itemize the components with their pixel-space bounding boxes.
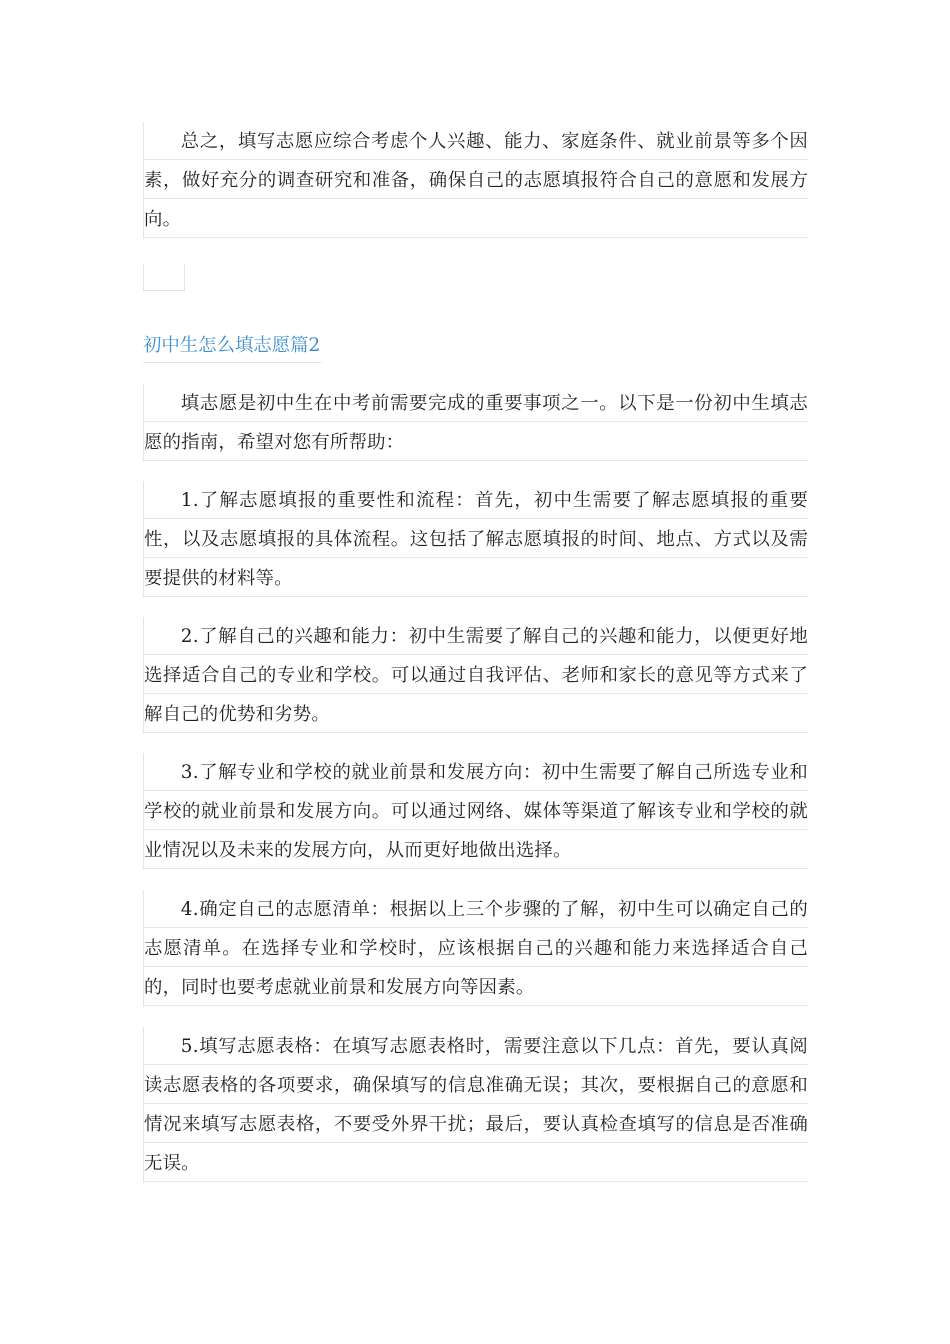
step-1-paragraph: 1.了解志愿填报的重要性和流程：首先，初中生需要了解志愿填报的重要性，以及志愿填报的具体流程。这包括了解志愿填报的时间、地点、方式以及需要提供的材料等。 <box>143 481 808 598</box>
step-5-paragraph: 5.填写志愿表格：在填写志愿表格时，需要注意以下几点：首先，要认真阅读志愿表格的各项要求，确保填写的信息准确无误；其次，要根据自己的意愿和情况来填写志愿表格，不要受外界干扰；最后，要认真检查填写的信息是否准确无误。 <box>143 1027 808 1183</box>
step-2-paragraph: 2.了解自己的兴趣和能力：初中生需要了解自己的兴趣和能力，以便更好地选择适合自己的专业和学校。可以通过自我评估、老师和家长的意见等方式来了解自己的优势和劣势。 <box>143 617 808 734</box>
step-4-paragraph: 4.确定自己的志愿清单：根据以上三个步骤的了解，初中生可以确定自己的志愿清单。在选择专业和学校时，应该根据自己的兴趣和能力来选择适合自己的，同时也要考虑就业前景和发展方向等因素。 <box>143 890 808 1007</box>
conclusion-paragraph: 总之，填写志愿应综合考虑个人兴趣、能力、家庭条件、就业前景等多个因素，做好充分的调查研究和准备，确保自己的志愿填报符合自己的意愿和发展方向。 <box>143 122 808 239</box>
step-3-paragraph: 3.了解专业和学校的就业前景和发展方向：初中生需要了解自己所选专业和学校的就业前景和发展方向。可以通过网络、媒体等渠道了解该专业和学校的就业情况以及未来的发展方向，从而更好地做出选择。 <box>143 753 808 870</box>
empty-paragraph-box <box>143 264 185 291</box>
section-heading: 初中生怎么填志愿篇2 <box>143 330 322 363</box>
intro-paragraph: 填志愿是初中生在中考前需要完成的重要事项之一。以下是一份初中生填志愿的指南，希望对您有所帮助： <box>143 384 808 462</box>
